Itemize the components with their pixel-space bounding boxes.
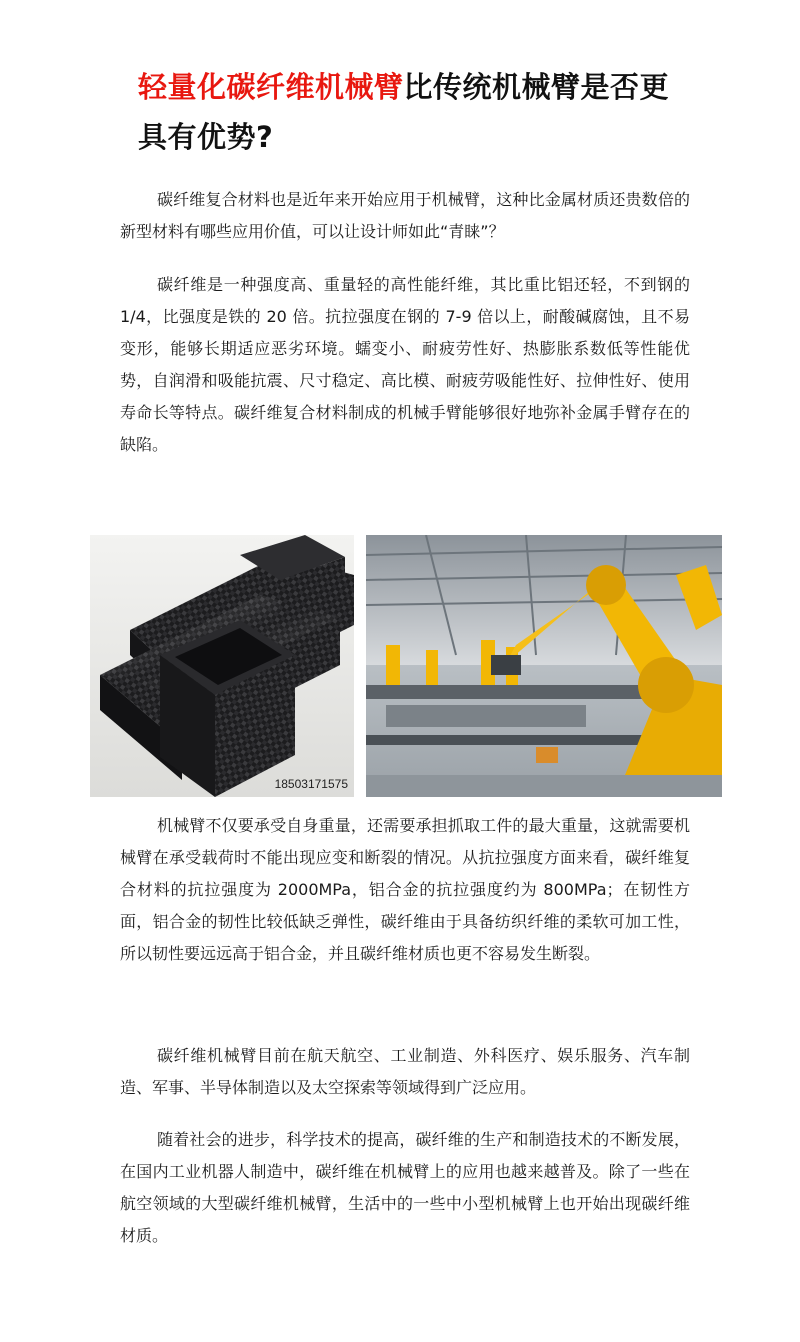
paragraph-intro: 碳纤维复合材料也是近年来开始应用于机械臂，这种比金属材质还贵数倍的新型材料有哪些应用价值，可以让设计师如此“青睐”？ [120, 190, 690, 241]
paragraph-properties: 碳纤维是一种强度高、重量轻的高性能纤维，其比重比铝还轻，不到钢的 1/4，比强度是铁的 20 倍。抗拉强度在钢的 7-9 倍以上，耐酸碱腐蚀，且不易变形，能够长期适应恶劣环境。蠕变小、耐疲劳性好、热膨胀系数低等性能优势，自润滑和吸能抗震、尺寸稳定、高比模、耐疲劳吸能性好、拉伸性好、使用寿命长等特点。碳纤维复合材料制成的机械手臂能够很好地弥补金属手臂存在的缺陷。 [120, 275, 690, 454]
title-highlight: 轻量化碳纤维机械臂 [138, 70, 404, 104]
carbon-fiber-tubes-image [90, 535, 354, 797]
title-rest: 比传统机械臂是否更具有优势? [138, 70, 670, 154]
paragraph-outlook: 随着社会的进步，科学技术的提高，碳纤维的生产和制造技术的不断发展，在国内工业机器人制造中，碳纤维在机械臂上的应用也越来越普及。除了一些在航空领域的大型碳纤维机械臂，生活中的一些中小型机械臂上也开始出现碳纤维材质。 [120, 1130, 690, 1245]
article-title [138, 62, 698, 162]
paragraph-applications: 碳纤维机械臂目前在航天航空、工业制造、外科医疗、娱乐服务、汽车制造、军事、半导体制造以及太空探索等领域得到广泛应用。 [120, 1046, 690, 1097]
phone-number-caption: 18503171575 [274, 777, 348, 791]
factory-robot-arms-illustration [366, 535, 722, 797]
carbon-fiber-tubes-illustration [90, 535, 354, 797]
factory-robot-arms-image [366, 535, 722, 797]
paragraph-strength: 机械臂不仅要承受自身重量，还需要承担抓取工件的最大重量，这就需要机械臂在承受载荷时不能出现应变和断裂的情况。从抗拉强度方面来看，碳纤维复合材料的抗拉强度为 2000MPa，铝合金的抗拉强度约为 800MPa；在韧性方面，铝合金的韧性比较低缺乏弹性，碳纤维由于具备纺织纤维的柔软可加工性，所以韧性要远远高于铝合金，并且碳纤维材质也更不容易发生断裂。 [120, 816, 690, 963]
